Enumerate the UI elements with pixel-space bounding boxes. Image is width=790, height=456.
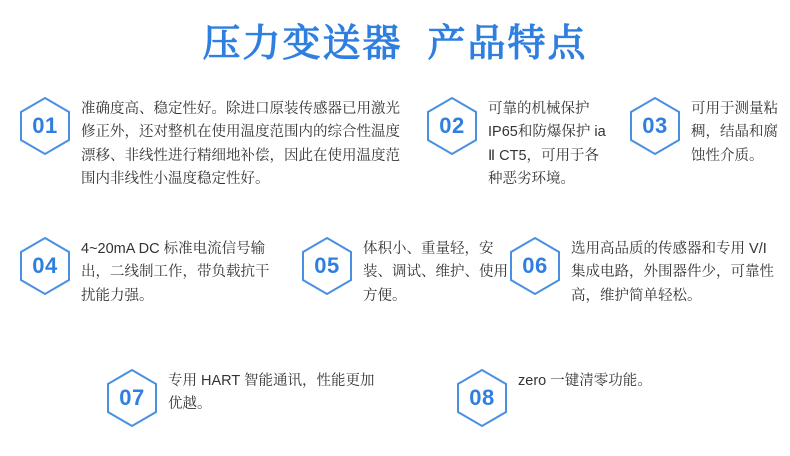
feature-item-07 — [105, 368, 405, 428]
hexagon-badge-03 — [628, 96, 682, 156]
feature-text: 准确度高、稳定性好。除进口原装传感器已用激光修正外，还对整机在使用温度范围内的综合性温度漂移、非线性进行精细地补偿，因此在使用温度范围内非线性小温度稳定性好。 — [81, 101, 400, 188]
page-title: 压力变送器 产品特点 — [202, 23, 588, 65]
feature-text: 可靠的机械保护IP65和防爆保护 ia Ⅱ CT5，可用于各种恶劣环境。 — [488, 101, 606, 188]
feature-item-02 — [425, 96, 620, 192]
feature-number: 02 — [439, 113, 465, 138]
feature-item-03 — [628, 96, 790, 168]
hexagon-badge-02 — [425, 96, 479, 156]
feature-text: zero 一键清零功能。 — [518, 373, 652, 389]
feature-number: 03 — [642, 113, 668, 138]
feature-number: 06 — [522, 253, 548, 278]
feature-item-01 — [18, 96, 418, 192]
feature-item-06 — [508, 236, 788, 308]
feature-item-05 — [300, 236, 515, 308]
hexagon-badge-04 — [18, 236, 72, 296]
hexagon-badge-05 — [300, 236, 354, 296]
feature-text: 4~20mA DC 标准电流信号输出，二线制工作，带负载抗干扰能力强。 — [81, 241, 270, 304]
feature-number: 01 — [32, 113, 58, 138]
hexagon-badge-06 — [508, 236, 562, 296]
feature-text: 专用 HART 智能通讯，性能更加优越。 — [168, 373, 375, 413]
feature-item-04 — [18, 236, 298, 308]
hexagon-badge-08 — [455, 368, 509, 428]
feature-number: 05 — [314, 253, 340, 278]
feature-number: 07 — [119, 385, 145, 410]
feature-text: 体积小、重量轻，安装、调试、维护、使用方便。 — [363, 241, 508, 304]
feature-number: 08 — [469, 385, 495, 410]
feature-text: 可用于测量粘稠，结晶和腐蚀性介质。 — [691, 101, 778, 164]
hexagon-badge-01 — [18, 96, 72, 156]
feature-text: 选用高品质的传感器和专用 V/I 集成电路，外围器件少，可靠性高，维护简单轻松。 — [571, 241, 774, 304]
feature-number: 04 — [32, 253, 58, 278]
hexagon-badge-07 — [105, 368, 159, 428]
feature-item-08 — [455, 368, 755, 428]
